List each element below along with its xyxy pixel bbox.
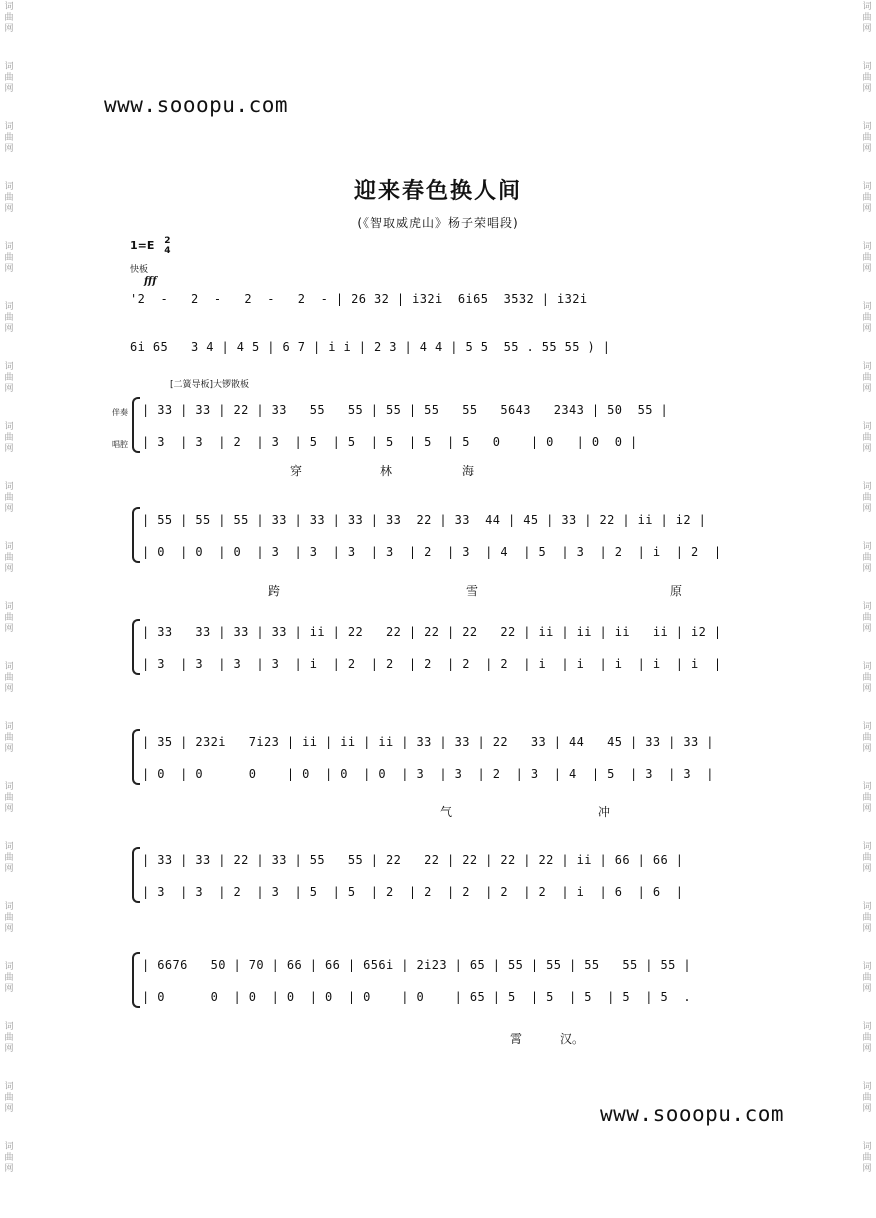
watermark-group — [860, 482, 874, 542]
watermark-glyph: 词 — [862, 782, 872, 792]
watermark-glyph: 词 — [862, 722, 872, 732]
watermark-glyph: 网 — [4, 924, 14, 934]
watermark-glyph: 曲 — [4, 73, 14, 83]
watermark-glyph: 网 — [4, 444, 14, 454]
watermark-glyph: 词 — [4, 962, 14, 972]
watermark-glyph: 曲 — [4, 1033, 14, 1043]
watermark-group — [2, 122, 16, 182]
accompaniment-line: | 55 | 55 | 55 | 33 | 33 | 33 | 33 22 | 33 44 | 45 | 33 | 22 | ii | i2 | — [142, 513, 707, 527]
site-url-top: www.sooopu.com — [104, 93, 289, 117]
score-system — [134, 505, 750, 565]
watermark-glyph: 词 — [4, 1022, 14, 1032]
watermark-glyph: 曲 — [4, 733, 14, 743]
watermark-glyph: 曲 — [4, 373, 14, 383]
dynamic-marking: fff — [144, 276, 157, 287]
watermark-glyph: 曲 — [862, 853, 872, 863]
watermark-glyph: 曲 — [4, 493, 14, 503]
lyric-syllable: 穿 — [290, 464, 303, 478]
watermark-glyph: 网 — [862, 144, 872, 154]
watermark-glyph: 曲 — [4, 853, 14, 863]
watermark-group — [860, 242, 874, 302]
watermark-glyph: 曲 — [4, 313, 14, 323]
watermark-glyph: 词 — [862, 302, 872, 312]
score-system — [134, 727, 750, 787]
vocal-line: | 0 0 | 0 | 0 | 0 | 0 | 0 | 65 | 5 | 5 | 5 | 5 | 5 . — [142, 990, 691, 1004]
watermark-glyph: 词 — [4, 62, 14, 72]
watermark-group — [2, 482, 16, 542]
score-system — [112, 395, 750, 455]
system-brace — [132, 952, 140, 1008]
watermark-glyph: 词 — [4, 1082, 14, 1092]
watermark-glyph: 词 — [4, 1142, 14, 1152]
watermark-glyph: 词 — [4, 722, 14, 732]
watermark-glyph: 曲 — [862, 733, 872, 743]
watermark-group — [2, 422, 16, 482]
watermark-group — [2, 782, 16, 842]
watermark-glyph: 网 — [4, 804, 14, 814]
watermark-glyph: 网 — [862, 924, 872, 934]
watermark-glyph: 曲 — [862, 913, 872, 923]
key-text: 1=E — [130, 239, 155, 252]
watermark-glyph: 词 — [862, 362, 872, 372]
watermark-glyph: 词 — [862, 182, 872, 192]
watermark-glyph: 曲 — [4, 913, 14, 923]
watermark-group — [860, 422, 874, 482]
watermark-glyph: 网 — [4, 204, 14, 214]
watermark-glyph: 网 — [4, 744, 14, 754]
watermark-glyph: 词 — [4, 2, 14, 12]
watermark-glyph: 曲 — [4, 973, 14, 983]
watermark-glyph: 网 — [862, 24, 872, 34]
system-brace — [132, 619, 140, 675]
watermark-glyph: 网 — [862, 624, 872, 634]
watermark-group — [2, 1082, 16, 1142]
watermark-glyph: 网 — [4, 1164, 14, 1174]
part-label-upper: 伴奏 — [112, 408, 128, 417]
watermark-glyph: 曲 — [862, 1153, 872, 1163]
watermark-group — [860, 782, 874, 842]
watermark-glyph: 网 — [862, 684, 872, 694]
watermark-group — [860, 1082, 874, 1142]
system-brace — [132, 397, 140, 453]
score-system — [134, 950, 750, 1010]
watermark-glyph: 曲 — [4, 1153, 14, 1163]
watermark-glyph: 词 — [862, 1022, 872, 1032]
watermark-glyph: 网 — [862, 804, 872, 814]
watermark-glyph: 网 — [862, 1044, 872, 1054]
watermark-glyph: 词 — [4, 242, 14, 252]
watermark-glyph: 曲 — [862, 553, 872, 563]
watermark-glyph: 曲 — [4, 193, 14, 203]
watermark-group — [2, 242, 16, 302]
watermark-group — [860, 362, 874, 422]
score-subtitle: (《智取威虎山》杨子荣唱段) — [357, 216, 519, 230]
watermark-glyph: 词 — [862, 842, 872, 852]
lyric-syllable: 雪 — [466, 584, 479, 598]
watermark-glyph: 网 — [4, 504, 14, 514]
score-title: 迎来春色换人间 — [353, 179, 522, 204]
watermark-glyph: 曲 — [862, 133, 872, 143]
intro-line-2: 6i 65 3 4 | 4 5 | 6 7 | i i | 2 3 | 4 4 | 5 5 55 . 55 55 ) | — [130, 340, 611, 354]
watermark-glyph: 词 — [4, 842, 14, 852]
watermark-glyph: 曲 — [4, 253, 14, 263]
watermark-group — [860, 902, 874, 962]
watermark-glyph: 网 — [862, 864, 872, 874]
watermark-glyph: 网 — [862, 84, 872, 94]
watermark-glyph: 曲 — [862, 793, 872, 803]
watermark-glyph: 词 — [4, 182, 14, 192]
lyric-syllable: 冲 — [598, 805, 611, 819]
watermark-glyph: 词 — [4, 602, 14, 612]
intro-line-1: '2 - 2 - 2 - 2 - | 26 32 | i32i 6i65 3532 | i32i — [130, 292, 588, 306]
watermark-glyph: 词 — [4, 302, 14, 312]
watermark-glyph: 词 — [4, 662, 14, 672]
watermark-group — [860, 302, 874, 362]
watermark-glyph: 曲 — [862, 253, 872, 263]
time-signature — [164, 236, 170, 256]
watermark-glyph: 网 — [862, 384, 872, 394]
watermark-glyph: 词 — [4, 902, 14, 912]
tempo-marking: 快板 — [130, 265, 149, 275]
watermark-glyph: 词 — [4, 782, 14, 792]
watermark-group — [2, 62, 16, 122]
watermark-group — [2, 542, 16, 602]
watermark-glyph: 曲 — [862, 433, 872, 443]
accompaniment-line: | 6676 50 | 70 | 66 | 66 | 656i | 2i23 | 65 | 55 | 55 | 55 55 | 55 | — [142, 958, 691, 972]
vocal-line: | 3 | 3 | 2 | 3 | 5 | 5 | 5 | 5 | 5 0 | 0 | 0 0 | — [142, 435, 638, 449]
watermark-glyph: 网 — [862, 1164, 872, 1174]
watermark-glyph: 曲 — [862, 1093, 872, 1103]
watermark-glyph: 网 — [862, 444, 872, 454]
watermark-group — [860, 842, 874, 902]
watermark-glyph: 词 — [862, 662, 872, 672]
score-system — [134, 845, 750, 905]
watermark-glyph: 词 — [862, 422, 872, 432]
watermark-glyph: 词 — [862, 1142, 872, 1152]
system-brace — [132, 507, 140, 563]
watermark-glyph: 网 — [4, 1044, 14, 1054]
watermark-glyph: 曲 — [862, 73, 872, 83]
watermark-glyph: 词 — [862, 542, 872, 552]
system-brace — [132, 847, 140, 903]
watermark-glyph: 词 — [862, 62, 872, 72]
section-label: [二簧导板]大锣散板 — [170, 380, 250, 390]
watermark-group — [2, 662, 16, 722]
watermark-group — [860, 662, 874, 722]
watermark-group — [2, 722, 16, 782]
watermark-glyph: 网 — [862, 564, 872, 574]
watermark-group — [860, 0, 874, 62]
watermark-glyph: 网 — [4, 84, 14, 94]
watermark-glyph: 词 — [862, 242, 872, 252]
lyric-syllable: 气 — [440, 805, 453, 819]
watermark-glyph: 网 — [4, 624, 14, 634]
accompaniment-line: | 35 | 232i 7i23 | ii | ii | ii | 33 | 33 | 22 33 | 44 45 | 33 | 33 | — [142, 735, 714, 749]
lyric-syllable: 汉。 — [560, 1032, 585, 1046]
watermark-glyph: 词 — [862, 482, 872, 492]
watermark-group — [2, 962, 16, 1022]
lyric-syllable: 跨 — [268, 584, 281, 598]
watermark-glyph: 网 — [4, 564, 14, 574]
watermark-glyph: 网 — [4, 684, 14, 694]
watermark-glyph: 曲 — [4, 13, 14, 23]
watermark-group — [2, 902, 16, 962]
watermark-glyph: 曲 — [4, 1093, 14, 1103]
watermark-glyph: 词 — [862, 122, 872, 132]
watermark-group — [860, 602, 874, 662]
watermark-glyph: 词 — [4, 482, 14, 492]
accompaniment-line: | 33 33 | 33 | 33 | ii | 22 22 | 22 | 22 22 | ii | ii | ii ii | i2 | — [142, 625, 722, 639]
watermark-glyph: 词 — [862, 2, 872, 12]
lyric-syllable: 霄 — [510, 1032, 523, 1046]
watermark-group — [860, 542, 874, 602]
watermark-group — [860, 1142, 874, 1202]
watermark-glyph: 曲 — [862, 1033, 872, 1043]
watermark-glyph: 曲 — [4, 553, 14, 563]
watermark-glyph: 曲 — [4, 673, 14, 683]
watermark-glyph: 网 — [4, 324, 14, 334]
watermark-glyph: 曲 — [862, 493, 872, 503]
accompaniment-line: | 33 | 33 | 22 | 33 55 55 | 55 | 55 55 5643 2343 | 50 55 | — [142, 403, 669, 417]
watermark-glyph: 词 — [4, 422, 14, 432]
watermark-glyph: 网 — [4, 144, 14, 154]
vocal-line: | 0 | 0 | 0 | 3 | 3 | 3 | 3 | 2 | 3 | 4 | 5 | 3 | 2 | i | 2 | — [142, 545, 722, 559]
vocal-line: | 3 | 3 | 2 | 3 | 5 | 5 | 2 | 2 | 2 | 2 | 2 | i | 6 | 6 | — [142, 885, 684, 899]
watermark-glyph: 网 — [4, 1104, 14, 1114]
watermark-glyph: 曲 — [4, 793, 14, 803]
lyric-syllable: 林 — [380, 464, 393, 478]
watermark-glyph: 网 — [862, 504, 872, 514]
watermark-glyph: 网 — [4, 864, 14, 874]
watermark-group — [2, 0, 16, 62]
watermark-glyph: 词 — [862, 902, 872, 912]
watermark-group — [2, 842, 16, 902]
watermark-glyph: 曲 — [4, 133, 14, 143]
watermark-glyph: 词 — [4, 122, 14, 132]
watermark-glyph: 词 — [862, 1082, 872, 1092]
watermark-group — [2, 362, 16, 422]
watermark-group — [2, 1142, 16, 1202]
watermark-glyph: 网 — [862, 204, 872, 214]
watermark-glyph: 曲 — [862, 193, 872, 203]
watermark-glyph: 曲 — [862, 373, 872, 383]
watermark-glyph: 网 — [862, 744, 872, 754]
part-label-lower: 唱腔 — [112, 440, 128, 449]
watermark-glyph: 网 — [4, 24, 14, 34]
watermark-glyph: 词 — [862, 602, 872, 612]
time-unit: 4 — [164, 246, 171, 256]
watermark-glyph: 词 — [862, 962, 872, 972]
lyric-syllable: 海 — [462, 464, 475, 478]
watermark-glyph: 词 — [4, 362, 14, 372]
watermark-glyph: 网 — [4, 264, 14, 274]
watermark-glyph: 网 — [862, 264, 872, 274]
vocal-line: | 3 | 3 | 3 | 3 | i | 2 | 2 | 2 | 2 | 2 | i | i | i | i | i | — [142, 657, 722, 671]
watermark-group — [860, 122, 874, 182]
system-brace — [132, 729, 140, 785]
vocal-line: | 0 | 0 0 | 0 | 0 | 0 | 3 | 3 | 2 | 3 | 4 | 5 | 3 | 3 | — [142, 767, 714, 781]
watermark-group — [2, 302, 16, 362]
watermark-glyph: 网 — [4, 984, 14, 994]
watermark-group — [860, 722, 874, 782]
watermark-glyph: 网 — [862, 1104, 872, 1114]
watermark-group — [2, 602, 16, 662]
watermark-glyph: 曲 — [862, 313, 872, 323]
site-url-bottom: www.sooopu.com — [600, 1102, 785, 1126]
watermark-glyph: 曲 — [862, 613, 872, 623]
watermark-glyph: 曲 — [4, 613, 14, 623]
watermark-group — [860, 962, 874, 1022]
watermark-glyph: 词 — [4, 542, 14, 552]
key-signature — [130, 236, 171, 256]
watermark-group — [2, 1022, 16, 1082]
watermark-group — [860, 1022, 874, 1082]
watermark-group — [860, 62, 874, 122]
watermark-glyph: 网 — [4, 384, 14, 394]
watermark-glyph: 曲 — [862, 13, 872, 23]
time-beats: 2 — [164, 236, 171, 246]
accompaniment-line: | 33 | 33 | 22 | 33 | 55 55 | 22 22 | 22 | 22 | 22 | ii | 66 | 66 | — [142, 853, 684, 867]
lyric-syllable: 原 — [670, 584, 683, 598]
watermark-glyph: 网 — [862, 324, 872, 334]
watermark-glyph: 曲 — [862, 973, 872, 983]
score-system — [134, 617, 750, 677]
watermark-glyph: 网 — [862, 984, 872, 994]
watermark-glyph: 曲 — [862, 673, 872, 683]
watermark-glyph: 曲 — [4, 433, 14, 443]
